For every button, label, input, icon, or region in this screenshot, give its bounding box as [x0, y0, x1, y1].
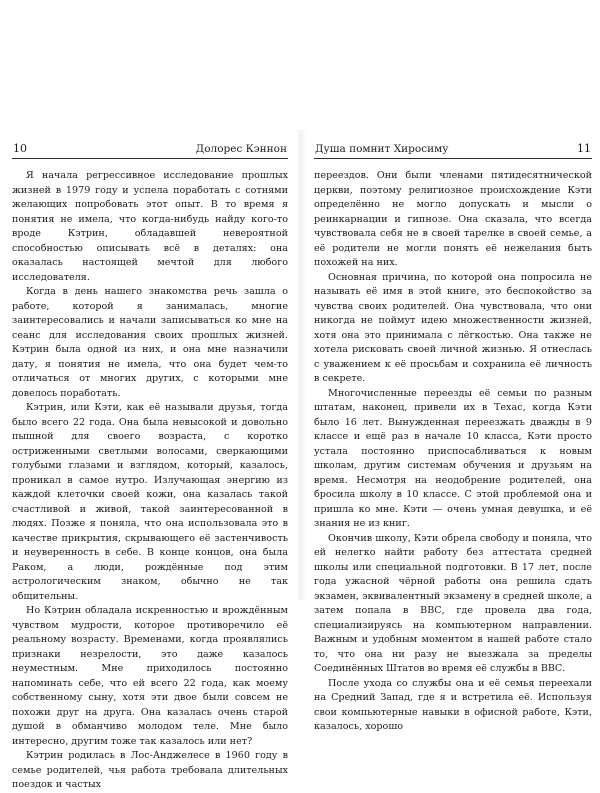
book-gutter: [296, 130, 306, 600]
paragraph: Но Кэтрин обладала искренностью и врождённым чувством мудрости, которое противоречило её реальному возрасту. Временами, когда проявлялись признаки незрелости, это даже казалось неуместным. Мне приходилось постоянно напоминать себе, что ей всего 22 года, как моему собственному сыну, хотя эти двое были совсем не похожи друг на друга. Она казалась очень старой душой в обманчиво молодом теле. Мне было интересно, другим тоже так казалось или нет?: [12, 605, 288, 747]
right-page-text: [314, 169, 592, 735]
right-page: [314, 142, 592, 732]
paragraph: Я начала регрессивное исследование прошлых жизней в 1979 году и успела поработать с сотнями желающих попробовать этот опыт. В то время я понятия не имела, что когда-нибудь найду кого-то вроде Кэтрин, обладавшей невероятной способностью описывать всё в деталях: она оказалась настоящей мечтой для любого исследователя.: [12, 170, 288, 283]
left-page-text: [12, 169, 288, 793]
paragraph: После ухода со службы она и её семья переехали на Средний Запад, где я и встретила её. Используя свои компьютерные навыки в офисной работе, Кэти, казалось, хорошо: [314, 677, 592, 732]
paragraph: Многочисленные переезды её семьи по разным штатам, наконец, привели их в Техас, когда Кэти было 16 лет. Вынужденная переезжать дважды в 9 классе и ещё раз в начале 10 класса, Кэти просто устала постоянно приспосабливаться к новым школам, другим системам обучения и друзьям на время. Несмотря на неодобрение родителей, она бросила школу в 10 классе. С этой проблемой она и пришла ко мне. Кэти — очень умная девушка, и её знания не из книг.: [314, 387, 592, 529]
running-head: Душа помнит Хиросиму: [315, 143, 449, 155]
running-head: Долорес Кэннон: [195, 143, 287, 155]
page-number: 10: [13, 142, 27, 155]
left-page-header: [12, 142, 288, 159]
paragraph: Кэтрин, или Кэти, как её называли друзья, тогда было всего 22 года. Она была невысокой и довольно пышной для своего возраста, с коротко остриженными светлыми волосами, сверкающими голубыми глазами и взглядом, который, казалось, проникал в самое нутро. Излучающая энергию из каждой клеточки своей кожи, она казалась такой счастливой и живой, такой заинтересованной в людях. Позже я поняла, что она использовала это в качестве прикрытия, скрывающего её застенчивость и неуверенность в себе. В конце концов, она была Раком, а люди, рождённые под этим астрологическим знаком, обычно не так общительны.: [12, 402, 288, 602]
paragraph: переездов. Они были членами пятидесятнической церкви, поэтому религиозное происхождение Кэти определённо не могло допускать и мысли о реинкарнации и гипнозе. Она сказала, что всегда чувствовала себя не в своей тарелке в своей семье, а её родители не могли понять её нежелания быть похожей на них.: [314, 170, 592, 268]
paragraph: Основная причина, по которой она попросила не называть её имя в этой книге, это беспокойство за чувства своих родителей. Она чувствовала, что они никогда не поймут идею множественности жизней, хотя она это принимала с лёгкостью. Она также не хотела рисковать своей личной жизнью. Я отнеслась с уважением к её просьбам и сохранила её личность в секрете.: [314, 271, 592, 384]
paragraph: Окончив школу, Кэти обрела свободу и поняла, что ей нелегко найти работу без аттестата средней школы или специальной подготовки. В 17 лет, после года ужасной чёрной работы она решила сдать экзамен, эквивалентный экзамену в средней школе, а затем попала в ВВС, где провела два года, специализируясь на компьютерном направлении. Важным и удобным моментом в нашей работе стало то, что она ни разу не выезжала за пределы Соединённых Штатов во время её службы в ВВС.: [314, 532, 592, 674]
page-number: 11: [577, 142, 591, 155]
paragraph: Кэтрин родилась в Лос-Анджелесе в 1960 году в семье родителей, чья работа требовала длительных поездок и частых: [12, 750, 288, 790]
left-page: [12, 142, 288, 790]
right-page-header: [314, 142, 592, 159]
paragraph: Когда в день нашего знакомства речь зашла о работе, которой я занималась, многие заинтересовались и начали записываться ко мне на сеанс для исследования своих прошлых жизней. Кэтрин была одной из них, и она мне назначили дату, я понятия не имела, что она будет чем-то отличаться от многих других, с которыми мне довелось поработать.: [12, 286, 288, 399]
